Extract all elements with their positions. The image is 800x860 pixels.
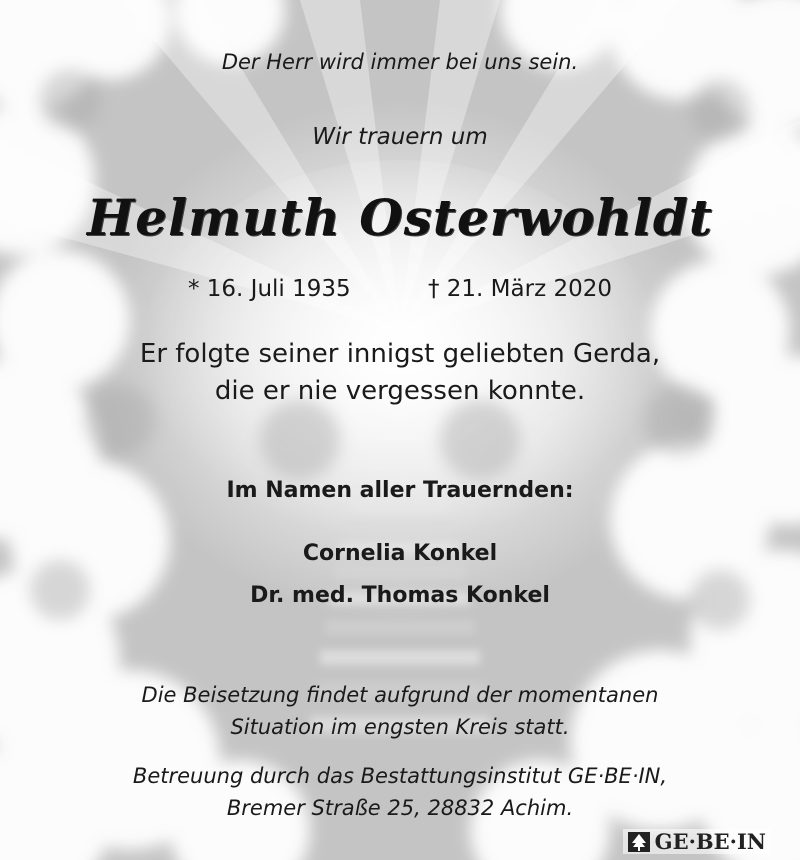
signoff: Im Namen aller Trauernden: <box>226 478 574 503</box>
birth-date: * 16. Juli 1935 <box>187 276 351 302</box>
burial-notice <box>0 679 800 743</box>
tree-icon <box>627 831 651 853</box>
burial-line-2: Situation im engsten Kreis statt. <box>230 715 570 739</box>
logo-text: GE·BE·IN <box>654 829 766 854</box>
memorial-quote <box>0 336 800 410</box>
intro-line: Wir trauern um <box>312 124 488 150</box>
motto: Der Herr wird immer bei uns sein. <box>221 50 579 74</box>
mourners <box>0 533 800 617</box>
life-dates <box>0 276 800 302</box>
funeral-home-line-1: Betreuung durch das Bestattungsinstitut GE·BE·IN, <box>132 764 668 788</box>
funeral-home-info <box>0 760 800 824</box>
mourner-name: Cornelia Konkel <box>302 541 498 566</box>
quote-line-2: die er nie vergessen konnte. <box>214 376 586 406</box>
deceased-name: Helmuth Osterwohldt <box>87 188 713 247</box>
death-date: † 21. März 2020 <box>427 276 612 302</box>
funeral-home-logo <box>623 829 770 854</box>
mourner-name: Dr. med. Thomas Konkel <box>250 583 550 608</box>
funeral-home-line-2: Bremer Straße 25, 28832 Achim. <box>226 796 574 820</box>
burial-line-1: Die Beisetzung findet aufgrund der momentanen <box>141 683 659 707</box>
quote-line-1: Er folgte seiner innigst geliebten Gerda, <box>139 339 661 369</box>
